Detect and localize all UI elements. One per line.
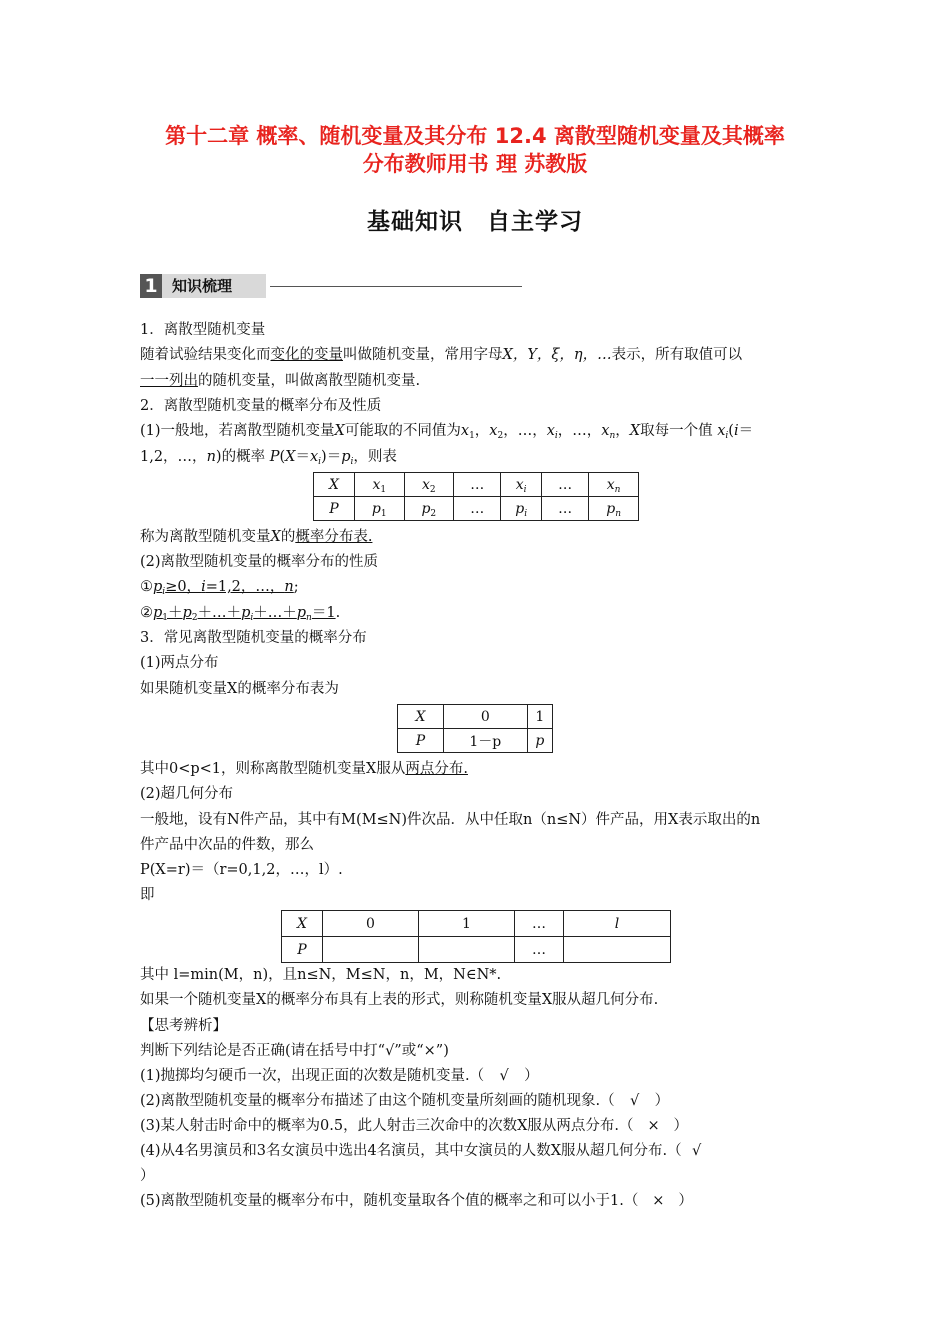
p2-line-1: (1)一般地，若离散型随机变量X可能取的不同值为$x_1$，$x_2$，…，$x_i$，…，$x_n$，X取每一个值 $x_i(i=$ xyxy=(140,423,754,441)
p1-heading: 1．离散型随机变量 xyxy=(140,322,266,338)
title-line-1: 第十二章 概率、随机变量及其分布 12.4 离散型随机变量及其概率 xyxy=(165,124,785,148)
hypergeometric-table: X 0 1 … l P … xyxy=(281,910,671,963)
section-subtitle: 基础知识 自主学习 xyxy=(367,209,583,235)
question-1: (1)抛掷均匀硬币一次，出现正面的次数是随机变量.（ √ ） xyxy=(140,1068,539,1084)
two-point-table: X 0 1 P 1－p p xyxy=(397,704,553,753)
think-heading: 【思考辨析】 xyxy=(140,1018,227,1034)
answer-2: √ xyxy=(630,1093,640,1109)
document-title xyxy=(90,122,860,178)
p3-line-9: 其中 l=min(M，n)，且n≤N，M≤N，n，M，N∈N*. xyxy=(140,967,502,983)
p3-line-5: 一般地，设有N件产品，其中有M(M≤N)件次品．从中任取n（n≤N）件产品，用X表示取出的n xyxy=(140,812,761,828)
section-header xyxy=(140,274,522,298)
question-2: (2)离散型随机变量的概率分布描述了由这个随机变量所刻画的随机现象.（ √ ） xyxy=(140,1093,670,1109)
p3-line-6: 件产品中次品的件数，那么 xyxy=(140,837,314,853)
p3-line-10: 如果一个随机变量X的概率分布具有上表的形式，则称随机变量X服从超几何分布. xyxy=(140,992,659,1008)
p2-line-6: $②p_1+p_2+\dots+p_i+\dots+p_n=1$. xyxy=(140,605,341,623)
section-label: 知识梳理 xyxy=(162,274,266,298)
title-line-2: 分布教师用书 理 苏教版 xyxy=(362,152,588,176)
p3-heading: 3．常见离散型随机变量的概率分布 xyxy=(140,630,367,646)
p1-line-1: 随着试验结果变化而变化的变量叫做随机变量，常用字母X，Y，ξ，η，…表示，所有取值可以 xyxy=(140,347,743,363)
p2-heading: 2．离散型随机变量的概率分布及性质 xyxy=(140,398,382,414)
p2-line-2: 1,2，…，n)的概率 $P(X=x_i)=p_i$，则表 xyxy=(140,449,397,467)
answer-5: × xyxy=(652,1193,665,1209)
think-intro: 判断下列结论是否正确(请在括号中打“√”或“×”) xyxy=(140,1043,449,1059)
answer-3: × xyxy=(647,1118,660,1134)
p2-line-3: 称为离散型随机变量X的概率分布表. xyxy=(140,529,373,545)
question-5: (5)离散型随机变量的概率分布中，随机变量取各个值的概率之和可以小于1.（ × ） xyxy=(140,1193,693,1209)
p3-line-7: P(X=r)＝（r=0,1,2，…，l）. xyxy=(140,862,343,878)
p3-line-4: (2)超几何分布 xyxy=(140,786,234,802)
p2-line-5: $①p_i\ge 0$，i=1,2，…，n; xyxy=(140,579,299,597)
p3-line-3: 其中0<p<1，则称离散型随机变量X服从两点分布. xyxy=(140,761,468,777)
p3-line-1: (1)两点分布 xyxy=(140,655,219,671)
p3-line-2: 如果随机变量X的概率分布表为 xyxy=(140,681,339,697)
section-number: 1 xyxy=(140,274,162,298)
p1-line-2: 一一列出的随机变量，叫做离散型随机变量. xyxy=(140,373,421,389)
answer-4: √ xyxy=(692,1143,702,1159)
section-divider xyxy=(270,286,522,287)
question-3: (3)某人射击时命中的概率为0.5，此人射击三次命中的次数X服从两点分布.（ × ） xyxy=(140,1118,689,1134)
answer-1: √ xyxy=(499,1068,509,1084)
p2-line-4: (2)离散型随机变量的概率分布的性质 xyxy=(140,554,379,570)
probability-table: X $x_1$ $x_2$ … $x_i$ … $x_n$ P $p_1$ $p_2$ … $p_i$ … $p_n$ xyxy=(313,472,639,521)
p3-line-8: 即 xyxy=(140,887,155,903)
question-4-cont: ） xyxy=(140,1168,155,1184)
question-4: (4)从4名男演员和3名女演员中选出4名演员，其中女演员的人数X服从超几何分布.（ √ xyxy=(140,1141,712,1161)
